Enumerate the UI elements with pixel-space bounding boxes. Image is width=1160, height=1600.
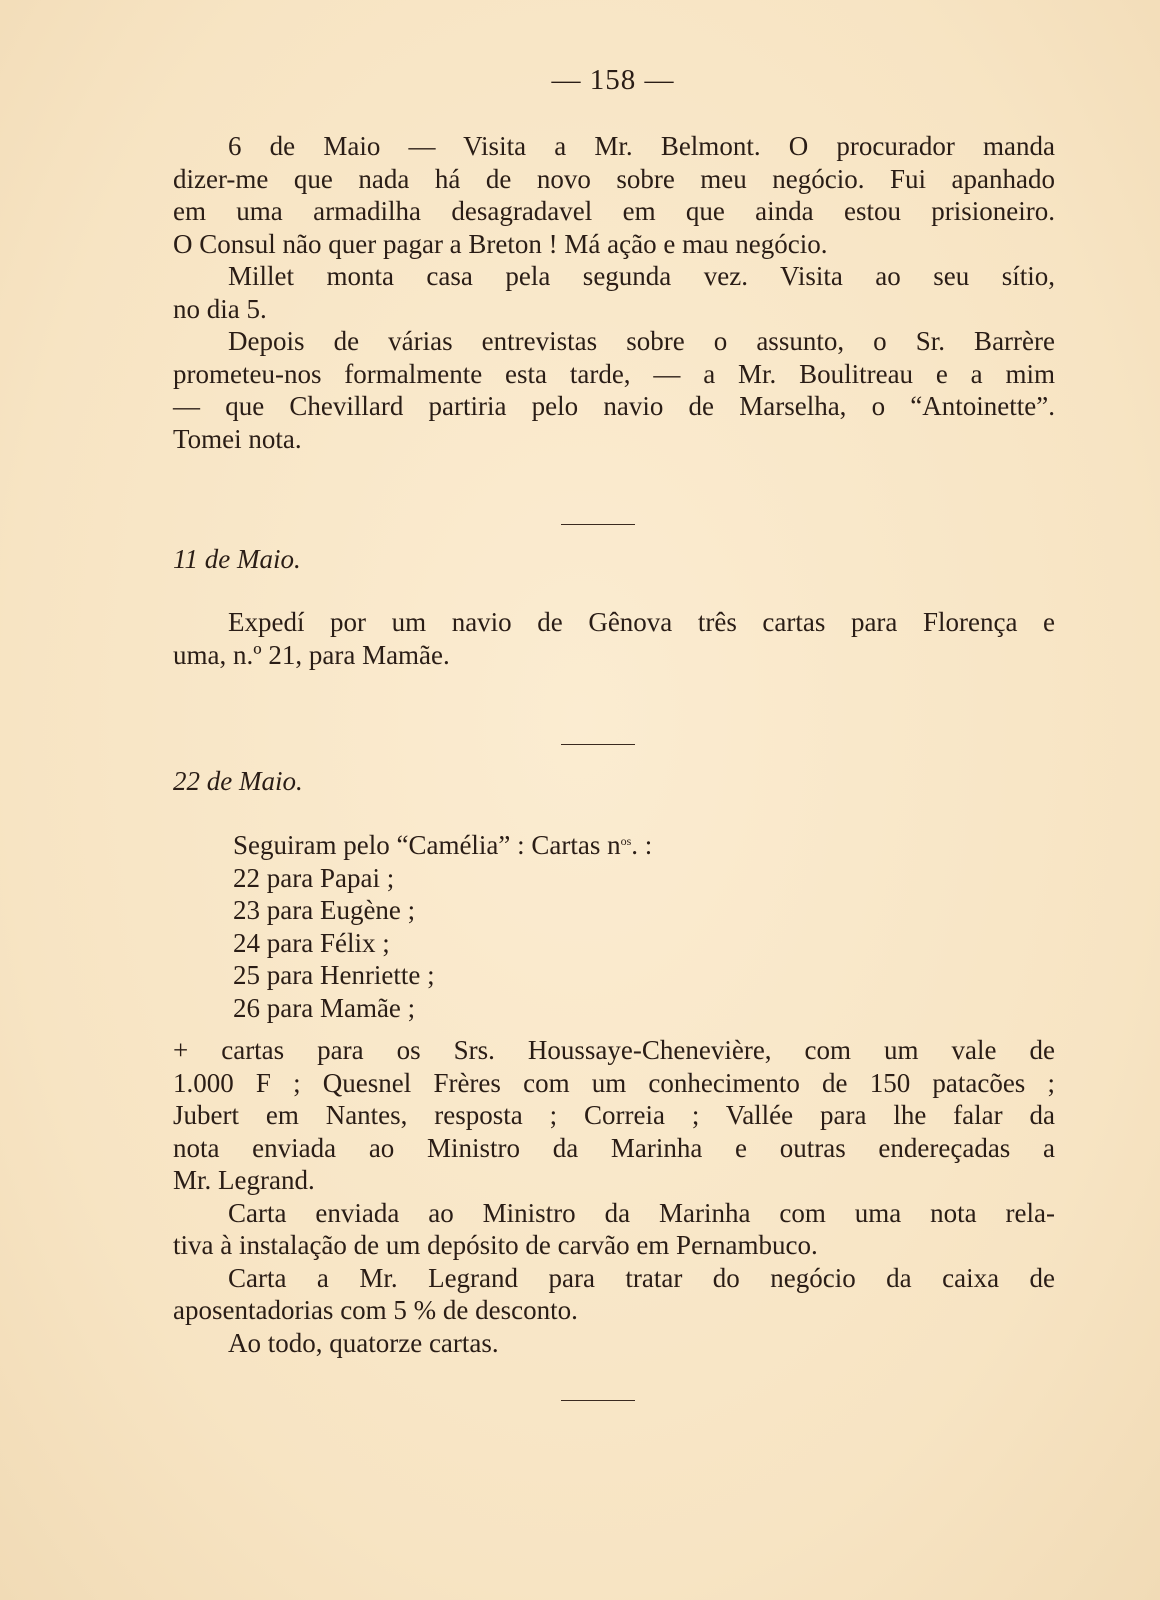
text-line: nota enviada ao Ministro da Marinha e outras endereçadas a: [173, 1132, 1055, 1163]
text-line: 6 de Maio — Visita a Mr. Belmont. O procurador manda: [228, 131, 1055, 161]
page-number: — 158 —: [551, 64, 675, 96]
letters-list: [233, 825, 652, 1024]
list-item: 24 para Félix ;: [233, 927, 390, 958]
list-item: 25 para Henriette ;: [233, 960, 435, 990]
text-line: tiva à instalação de um depósito de carvão em Pernambuco.: [173, 1230, 818, 1260]
text-line: em uma armadilha desagradavel em que ainda estou prisioneiro.: [173, 196, 1055, 226]
entry-may-22-extra: [173, 1034, 1055, 1359]
entry-may-11: [173, 606, 1055, 671]
text-line: no dia 5.: [173, 293, 267, 324]
text-line: aposentadorias com 5 % de desconto.: [173, 1295, 578, 1325]
list-item: 23 para Eugène ;: [233, 895, 416, 925]
entry-heading-may-11: 11 de Maio.: [173, 544, 301, 574]
text-line: O Consul não quer pagar a Breton ! Má ação e mau negócio.: [173, 228, 828, 259]
text-line: — que Chevillard partiria pelo navio de Marselha, o “Antoinette”.: [173, 391, 1055, 421]
text-line: Jubert em Nantes, resposta ; Correia ; Vallée para lhe falar da: [173, 1100, 1055, 1130]
letters-intro: Seguiram pelo “Camélia” : Cartas $n^{os}$. :: [233, 830, 653, 860]
text-line: Carta a Mr. Legrand para tratar do negócio da caixa de: [228, 1262, 1055, 1293]
entry-heading-may-22: 22 de Maio.: [173, 766, 303, 796]
list-item: 22 para Papai ;: [233, 862, 395, 893]
text-line: + cartas para os Srs. Houssaye-Chenevière, com um vale de: [173, 1035, 1055, 1065]
entry-may-6: [173, 130, 1055, 455]
text-line: prometeu-nos formalmente esta tarde, — a Mr. Boulitreau e a mim: [173, 358, 1055, 389]
text-line: Expedí por um navio de Gênova três cartas para Florença e: [228, 607, 1055, 637]
text-line: dizer-me que nada há de novo sobre meu negócio. Fui apanhado: [173, 163, 1055, 194]
list-item: 26 para Mamãe ;: [233, 992, 416, 1023]
text-line: Ao todo, quatorze cartas.: [228, 1327, 499, 1358]
text-line: uma, n.º 21, para Mamãe.: [173, 639, 450, 670]
text-line: Mr. Legrand.: [173, 1165, 315, 1195]
section-divider: [561, 744, 635, 745]
section-divider: [561, 1400, 635, 1401]
text-line: Carta enviada ao Ministro da Marinha com uma nota rela-: [228, 1197, 1055, 1228]
text-line: Tomei nota.: [173, 423, 302, 454]
text-line: 1.000 F ; Quesnel Frères com um conhecimento de 150 patacões ;: [173, 1067, 1055, 1098]
text-line: Depois de várias entrevistas sobre o assunto, o Sr. Barrère: [228, 326, 1055, 356]
section-divider: [561, 524, 635, 525]
text-line: Millet monta casa pela segunda vez. Visita ao seu sítio,: [228, 261, 1055, 291]
